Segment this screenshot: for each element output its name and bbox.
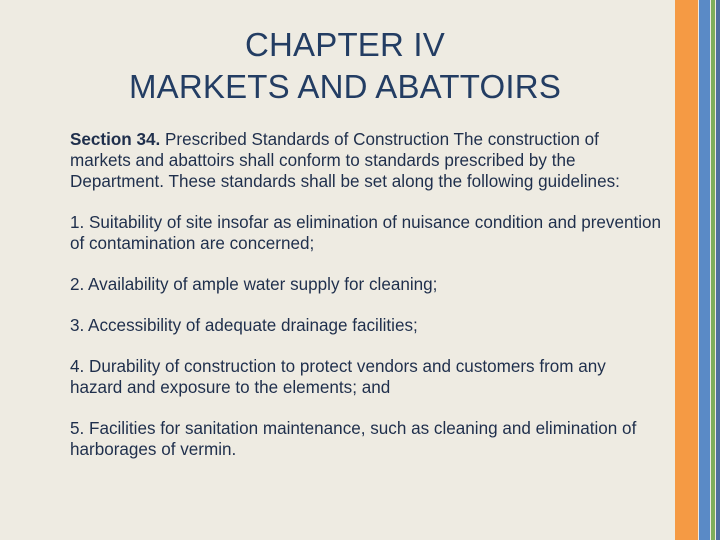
guideline-item: 3. Accessibility of adequate drainage facilities; xyxy=(70,316,418,335)
decorative-side-stripes xyxy=(675,0,720,540)
guideline-item: 2. Availability of ample water supply for cleaning; xyxy=(70,275,438,294)
section-label: Section 34. xyxy=(70,130,161,149)
chapter-subtitle: MARKETS AND ABATTOIRS xyxy=(128,68,562,105)
green-stripe xyxy=(711,0,715,540)
chapter-heading: CHAPTER IV xyxy=(244,26,446,63)
orange-stripe xyxy=(675,0,698,540)
section-intro xyxy=(70,129,662,192)
section-intro-text: Prescribed Standards of Construction The construction of markets and abattoirs shall conform to standards prescribed by the Department. These standards shall be set along the following guidelines: xyxy=(70,130,620,191)
chapter-title xyxy=(40,24,650,108)
section-content xyxy=(70,129,662,460)
guideline-item: 4. Durability of construction to protect vendors and customers from any hazard and exposure to the elements; and xyxy=(70,357,606,397)
guideline-item: 1. Suitability of site insofar as elimination of nuisance condition and prevention of contamination are concerned; xyxy=(70,213,662,253)
blue-stripe xyxy=(699,0,710,540)
slate-stripe xyxy=(716,0,720,540)
guideline-item: 5. Facilities for sanitation maintenance, such as cleaning and elimination of harborages of vermin. xyxy=(70,419,637,459)
